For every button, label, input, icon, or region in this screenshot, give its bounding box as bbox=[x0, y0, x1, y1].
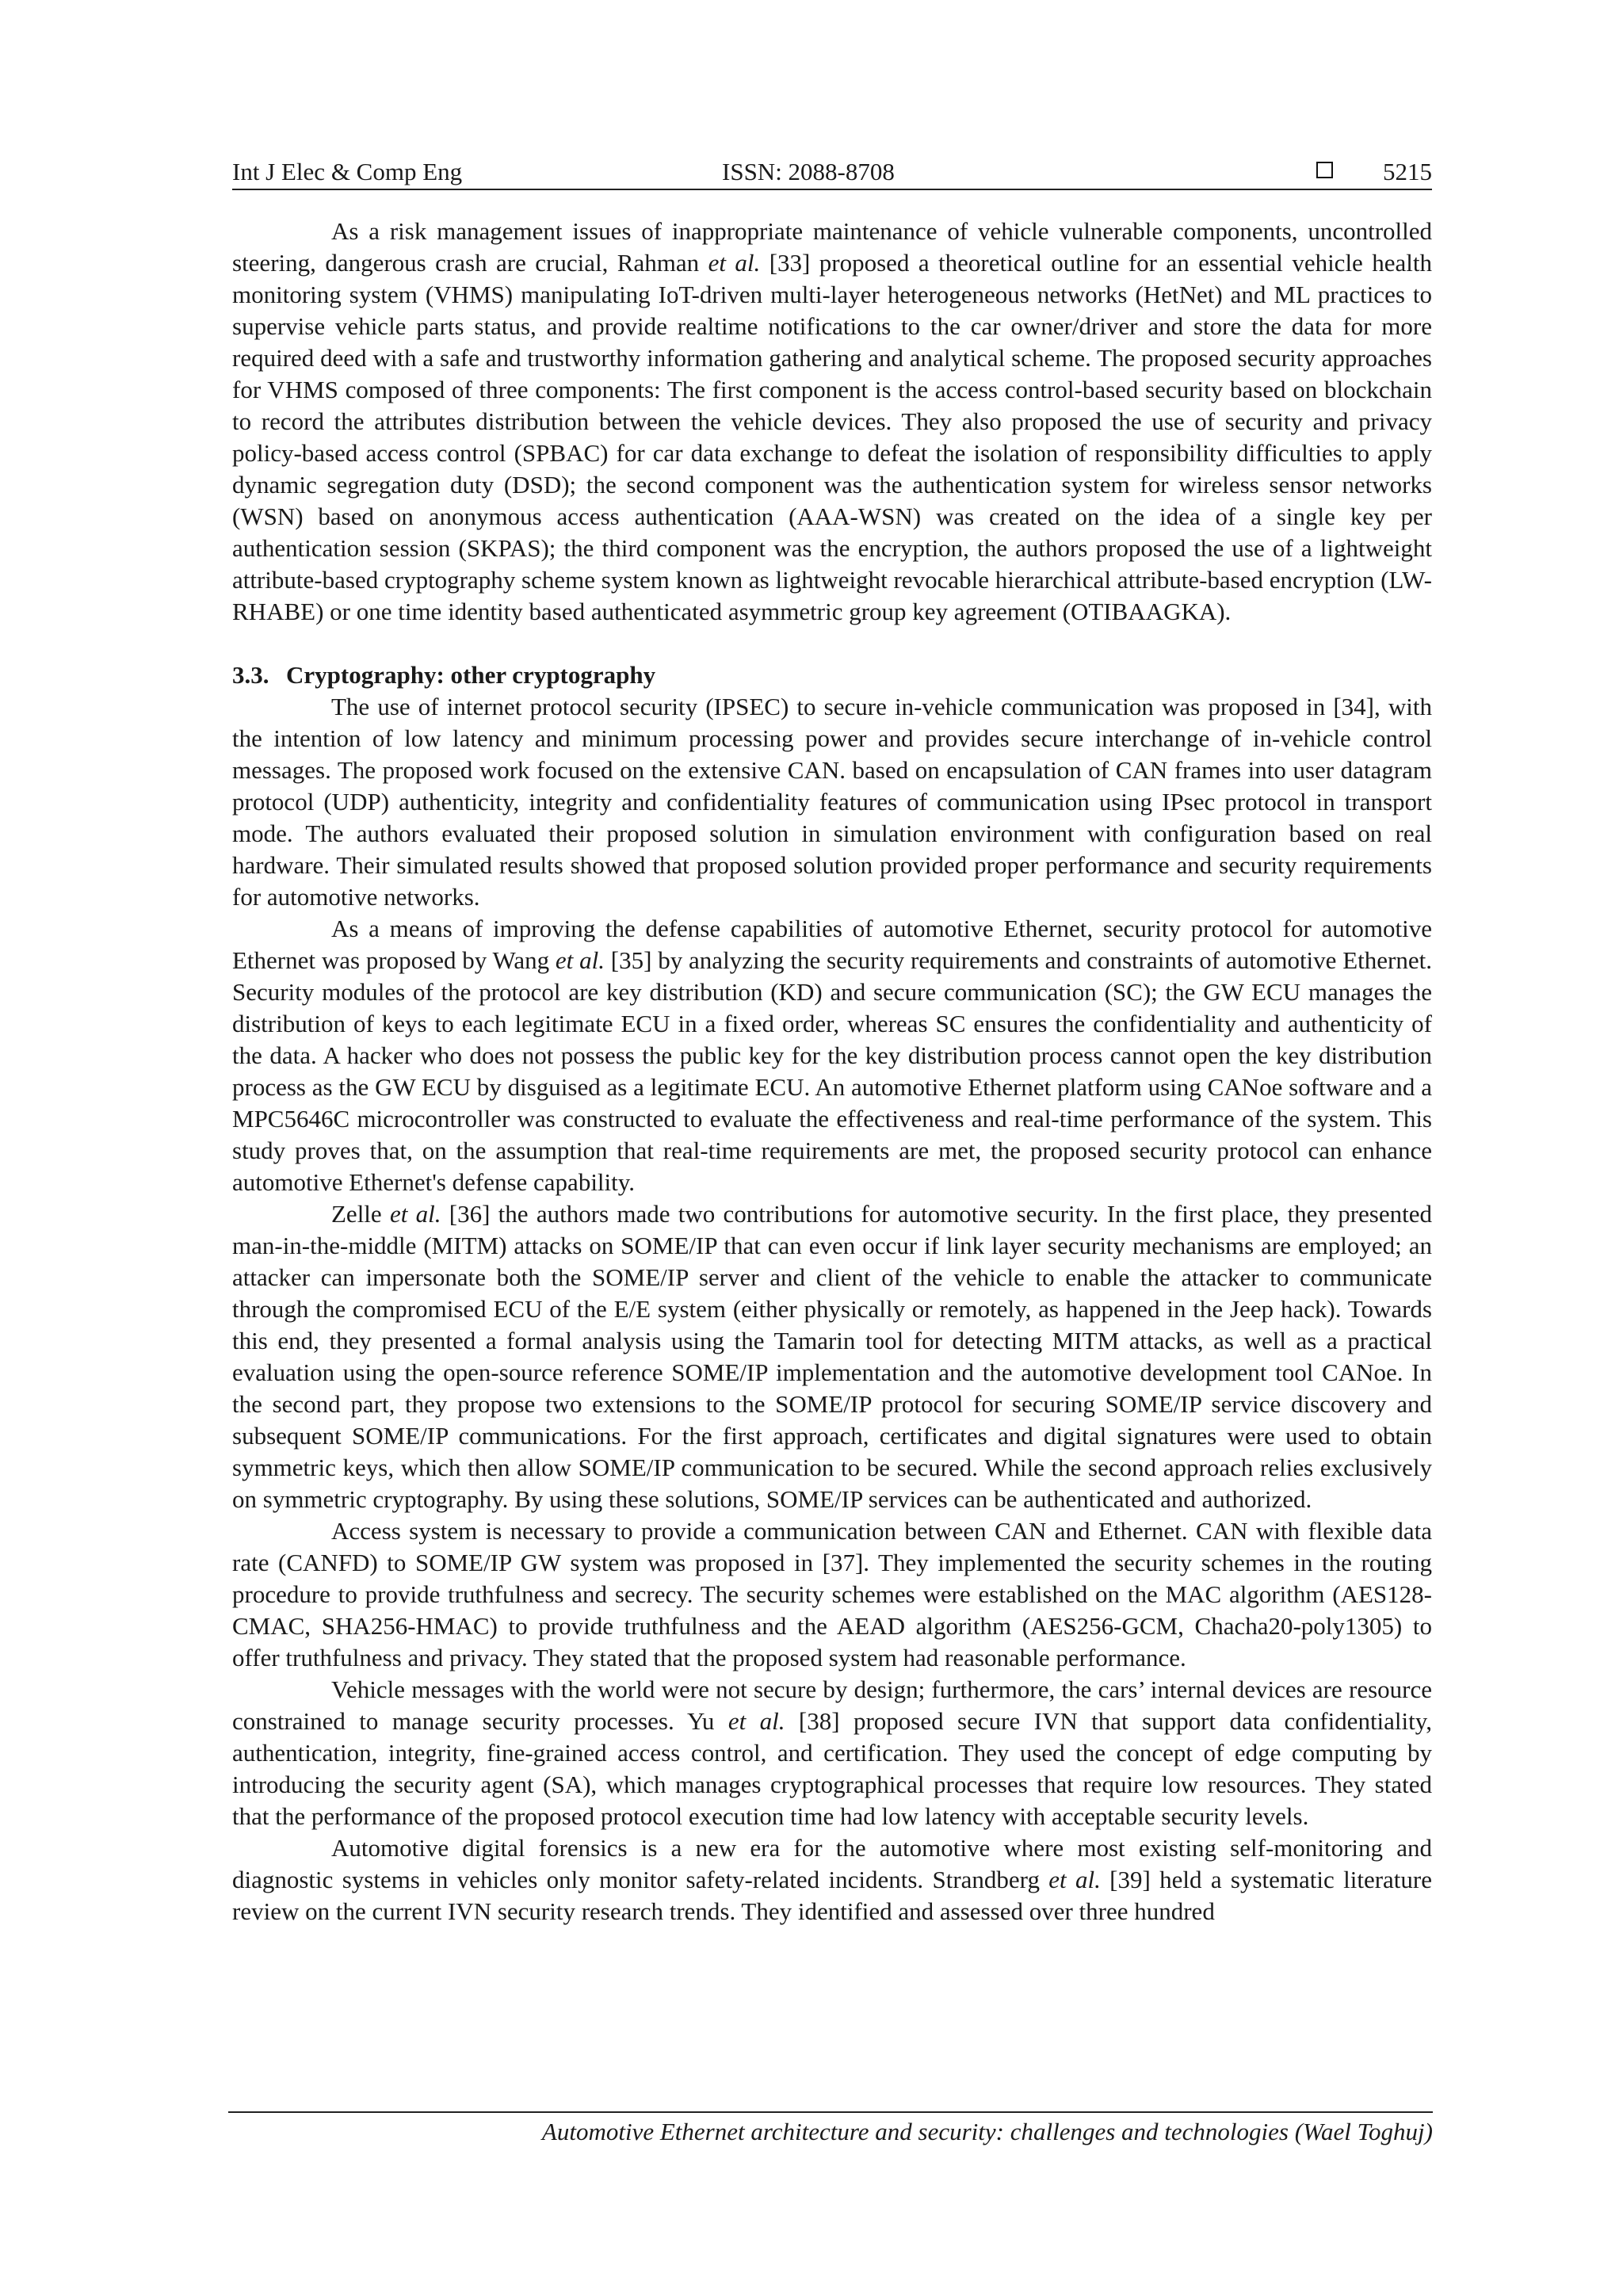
paragraph: Access system is necessary to provide a communication between CAN and Ethernet. CAN with flexible data rate (CANFD) to SOME/IP GW system was proposed in [37]. They implemented the security schemes in the routing procedure to provide truthfulness and secrecy. The security schemes were established on the MAC algorithm (AES128-CMAC, SHA256-HMAC) to provide truthfulness and the AEAD algorithm (AES256-GCM, Chacha20-poly1305) to offer truthfulness and privacy. They stated that the proposed system had reasonable performance. bbox=[232, 1517, 1432, 1671]
paragraph: The use of internet protocol security (IPSEC) to secure in-vehicle communication was proposed in [34], with the intention of low latency and minimum processing power and provides secure interchange of in-vehicle control messages. The proposed work focused on the extensive CAN. based on encapsulation of CAN frames into user datagram protocol (UDP) authenticity, integrity and confidentiality features of communication using IPsec protocol in transport mode. The authors evaluated their proposed solution in simulation environment with configuration based on real hardware. Their simulated results showed that proposed solution provided proper performance and security requirements for automotive networks. bbox=[232, 693, 1432, 911]
journal-name: Int J Elec & Comp Eng bbox=[232, 158, 463, 185]
paragraph: As a risk management issues of inappropriate maintenance of vehicle vulnerable components, uncontrolled steering, dangerous crash are crucial, Rahman et al. [33] proposed a theoretical outline for an essential vehicle health monitoring system (VHMS) manipulating IoT-driven multi-layer heterogeneous networks (HetNet) and ML practices to supervise vehicle parts status, and provide realtime notifications to the car owner/driver and store the data for more required deed with a safe and trustworthy information gathering and analytical scheme. The proposed security approaches for VHMS composed of three components: The first component is the access control-based security based on blockchain to record the attributes distribution between the vehicle devices. They also proposed the use of security and privacy policy-based access control (SPBAC) for car data exchange to defeat the isolation of responsibility difficulties to apply dynamic segregation duty (DSD); the second component was the authentication system for wireless sensor networks (WSN) based on anonymous access authentication (AAA-WSN) was created on the idea of a single key per authentication session (SKPAS); the third component was the encryption, the authors proposed the use of a lightweight attribute-based cryptography scheme system known as lightweight revocable hierarchical attribute-based encryption (LW-RHABE) or one time identity based authenticated asymmetric group key agreement (OTIBAAGKA). bbox=[232, 217, 1433, 625]
page-header bbox=[232, 155, 1432, 190]
page-footer bbox=[228, 2111, 1433, 2145]
running-footer: Automotive Ethernet architecture and security: challenges and technologies (Wael Toghuj) bbox=[541, 2118, 1433, 2145]
section-heading bbox=[232, 659, 1432, 691]
issn: ISSN: 2088-8708 bbox=[722, 158, 895, 185]
paragraph: Automotive digital forensics is a new era for the automotive where most existing self-monitoring and diagnostic systems in vehicles only monitor safety-related incidents. Strandberg et al. [39] held a systematic literature review on the current IVN security research trends. They identified and assessed over three hundred bbox=[232, 1834, 1432, 1925]
article-body bbox=[232, 216, 1432, 1927]
paragraph: Zelle et al. [36] the authors made two contributions for automotive security. In the first place, they presented man-in-the-middle (MITM) attacks on SOME/IP that can even occur if link layer security mechanisms are employed; an attacker can impersonate both the SOME/IP server and client of the vehicle to enable the attacker to communicate through the compromised ECU of the E/E system (either physically or remotely, as happened in the Jeep hack). Towards this end, they presented a formal analysis using the Tamarin tool for detecting MITM attacks, as well as a practical evaluation using the open-source reference SOME/IP implementation and the automotive development tool CANoe. In the second part, they propose two extensions to the SOME/IP protocol for securing SOME/IP service discovery and subsequent SOME/IP communications. For the first approach, certificates and digital signatures were used to obtain symmetric keys, which then allow SOME/IP communication to be secured. While the second approach relies exclusively on symmetric cryptography. By using these solutions, SOME/IP services can be authenticated and authorized. bbox=[232, 1200, 1432, 1513]
paragraph: Vehicle messages with the world were not secure by design; furthermore, the cars’ internal devices are resource constrained to manage security processes. Yu et al. [38] proposed secure IVN that support data confidentiality, authentication, integrity, fine-grained access control, and certification. They used the concept of edge computing by introducing the security agent (SA), which manages cryptographical processes that require low resources. They stated that the performance of the proposed protocol execution time had low latency with acceptable security levels. bbox=[232, 1675, 1433, 1830]
section-number: 3.3. bbox=[232, 661, 269, 689]
square-bullet-icon bbox=[1316, 162, 1333, 178]
section-title: Cryptography: other cryptography bbox=[286, 661, 656, 689]
paragraph: As a means of improving the defense capabilities of automotive Ethernet, security protocol for automotive Ethernet was proposed by Wang et al. [35] by analyzing the security requirements and constraints of automotive Ethernet. Security modules of the protocol are key distribution (KD) and secure communication (SC); the GW ECU manages the distribution of keys to each legitimate ECU in a fixed order, whereas SC ensures the confidentiality and authenticity of the data. A hacker who does not possess the public key for the key distribution process cannot open the key distribution process as the GW ECU by disguised as a legitimate ECU. An automotive Ethernet platform using CANoe software and a MPC5646C microcontroller was constructed to evaluate the effectiveness and real-time performance of the system. This study proves that, on the assumption that real-time requirements are met, the proposed security protocol can enhance automotive Ethernet's defense capability. bbox=[232, 915, 1432, 1196]
page-number: 5215 bbox=[1383, 158, 1432, 185]
